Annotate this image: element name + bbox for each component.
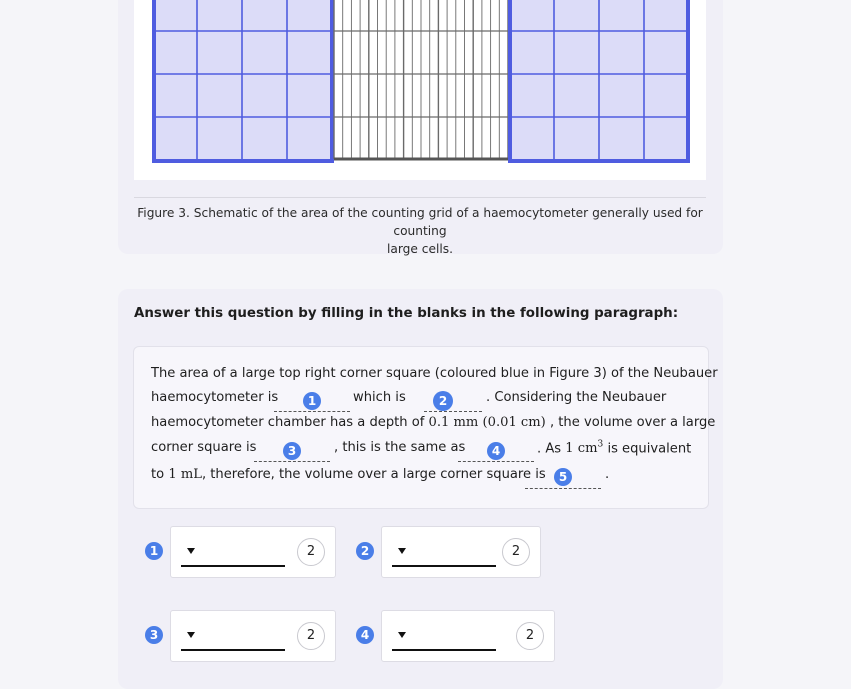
paragraph-text: , therefore, the volume over a large corner square is	[201, 467, 546, 482]
blank-5[interactable]	[525, 468, 601, 489]
unit-text: 1 cm	[565, 441, 598, 457]
answer-dropdown-4[interactable]	[381, 610, 555, 662]
dropdown-caret-icon[interactable]	[398, 632, 406, 638]
blank-badge-4: 4	[487, 442, 505, 460]
volume-equivalent: 1 mL	[168, 467, 202, 482]
blank-badge-5: 5	[554, 468, 572, 486]
dropdown-caret-icon[interactable]	[398, 548, 406, 554]
blank-2[interactable]	[424, 391, 482, 412]
attempts-counter: 2	[297, 622, 325, 650]
unit-exponent: 3	[597, 440, 604, 450]
paragraph-text: which is	[353, 390, 406, 405]
blank-4[interactable]	[458, 441, 534, 462]
answer-badge-3: 3	[145, 626, 163, 644]
volume-unit	[565, 441, 603, 456]
answer-dropdown-2[interactable]	[381, 526, 541, 578]
blank-badge-3: 3	[283, 442, 301, 460]
attempts-counter: 2	[502, 538, 530, 566]
left-corner-square	[154, 0, 332, 161]
paragraph-text: to	[151, 467, 165, 482]
paragraph-text: is equivalent	[607, 441, 692, 457]
answer-dropdown-3[interactable]	[170, 610, 336, 662]
dropdown-underline	[181, 565, 285, 567]
caption-line-1: Figure 3. Schematic of the area of the counting grid of a haemocytometer generally used for counting	[137, 206, 703, 238]
paragraph-line-4-end	[537, 440, 691, 456]
paragraph-line-5	[151, 467, 546, 482]
dropdown-caret-icon[interactable]	[187, 548, 195, 554]
paragraph-text: . Considering the Neubauer	[486, 390, 667, 405]
caption-line-2: large cells.	[387, 242, 453, 256]
dropdown-underline	[181, 649, 285, 651]
paragraph-line-3	[151, 415, 715, 430]
paragraph-text: . As	[537, 441, 562, 457]
dropdown-underline	[392, 649, 496, 651]
paragraph-text: .	[605, 467, 610, 482]
dropdown-underline	[392, 565, 496, 567]
haemocytometer-grid-schematic	[134, 0, 706, 180]
paragraph-box	[133, 346, 718, 509]
depth-value: 0.1 mm (0.01 cm)	[428, 415, 546, 430]
figure-divider	[134, 197, 706, 198]
answer-badge-2: 2	[356, 542, 374, 560]
blank-badge-2: 2	[433, 391, 453, 411]
blank-3[interactable]	[254, 441, 330, 462]
answer-dropdown-1[interactable]	[170, 526, 336, 578]
blank-1[interactable]	[274, 391, 350, 412]
paragraph-text: , the volume over a large	[549, 415, 716, 430]
question-prompt: Answer this question by filling in the blanks in the following paragraph:	[134, 306, 679, 321]
paragraph-text: , this is the same as	[334, 440, 466, 455]
attempts-counter: 2	[297, 538, 325, 566]
central-counting-area	[334, 0, 508, 159]
counting-grid-figure	[134, 0, 706, 180]
dropdown-caret-icon[interactable]	[187, 632, 195, 638]
question-card	[118, 289, 723, 689]
attempts-counter: 2	[516, 622, 544, 650]
figure-card	[118, 0, 723, 254]
figure-caption	[134, 204, 706, 258]
paragraph-text: haemocytometer is	[151, 390, 279, 405]
paragraph-text: corner square is	[151, 440, 257, 455]
answer-badge-1: 1	[145, 542, 163, 560]
blank-badge-1: 1	[303, 392, 321, 410]
paragraph-text: haemocytometer chamber has a depth of	[151, 415, 425, 430]
paragraph-line-1: The area of a large top right corner square (coloured blue in Figure 3) of the Neubauer	[151, 366, 718, 381]
answer-badge-4: 4	[356, 626, 374, 644]
